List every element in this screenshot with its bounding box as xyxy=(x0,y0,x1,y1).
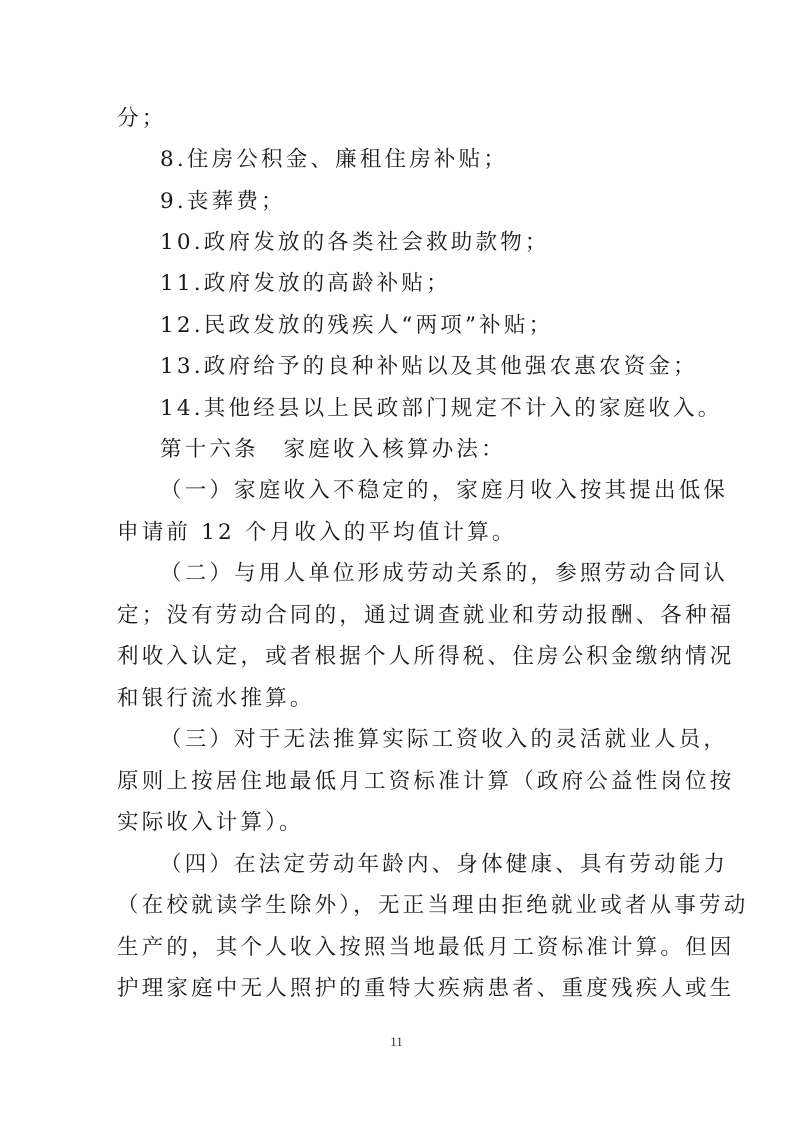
text-line: 原则上按居住地最低月工资标准计算（政府公益性岗位按 xyxy=(117,769,735,794)
text-line: 实际收入计算）。 xyxy=(117,810,304,835)
text-line: 8.住房公积金、廉租住房补贴； xyxy=(160,147,509,172)
text-line: 11.政府发放的高龄补贴； xyxy=(160,271,451,296)
text-line: （在校就读学生除外），无正当理由拒绝就业或者从事劳动 xyxy=(117,893,749,918)
text-line: （二）与用人单位形成劳动关系的，参照劳动合同认 xyxy=(160,561,729,586)
text-line: （一）家庭收入不稳定的，家庭月收入按其提出低保 xyxy=(160,478,729,503)
text-line: （三）对于无法推算实际工资收入的灵活就业人员， xyxy=(160,727,729,752)
article-heading: 第十六条 家庭收入核算办法： xyxy=(160,437,506,462)
text-line: 14.其他经县以上民政部门规定不计入的家庭收入。 xyxy=(160,396,723,421)
text-line: 申请前 12 个月收入的平均值计算。 xyxy=(117,520,517,545)
text-line: 护理家庭中无人照护的重特大疾病患者、重度残疾人或生 xyxy=(117,976,735,1001)
page-number: 11 xyxy=(390,1034,403,1049)
text-line: 12.民政发放的残疾人“两项”补贴； xyxy=(160,313,554,338)
text-line: 生产的，其个人收入按照当地最低月工资标准计算。但因 xyxy=(117,935,735,960)
text-line: 分； xyxy=(117,106,167,131)
text-line: 10.政府发放的各类社会救助款物； xyxy=(160,230,550,255)
text-line: （四）在法定劳动年龄内、身体健康、具有劳动能力 xyxy=(160,852,729,877)
text-line: 9.丧葬费； xyxy=(160,189,286,214)
text-line: 13.政府给予的良种补贴以及其他强农惠农资金； xyxy=(160,354,698,379)
text-line: 定；没有劳动合同的，通过调查就业和劳动报酬、各种福 xyxy=(117,603,735,628)
text-line: 利收入认定，或者根据个人所得税、住房公积金缴纳情况 xyxy=(117,644,735,669)
text-line: 和银行流水推算。 xyxy=(117,686,315,711)
